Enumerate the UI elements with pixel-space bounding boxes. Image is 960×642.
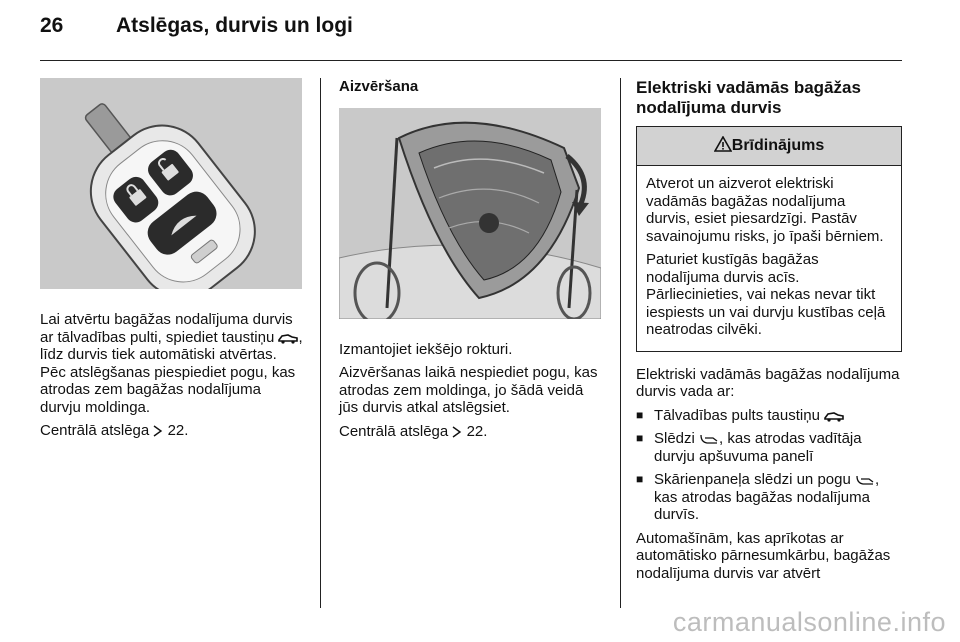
- control-intro: Elektriski vadāmās bagāžas nodalījuma durvis vada ar:: [636, 365, 900, 400]
- tailgate-figure: [339, 108, 601, 319]
- warning-box: [636, 126, 902, 352]
- use-inner-handle: Izmantojiet iekšējo rokturi.: [339, 340, 513, 358]
- car-trunk-icon: [278, 332, 298, 344]
- key-fob-figure: [40, 78, 302, 289]
- page-reference-arrow-icon: [452, 426, 462, 438]
- warning-body: [637, 166, 901, 351]
- automatic-gearbox-note: Automašīnām, kas aprīkotas ar automātisko pārnesumkārbu, bagāžas nodalījuma durvis var atvērt: [636, 529, 891, 582]
- warning-paragraph-1: Atverot un aizverot elektriski vadāmās bagāžas nodalījuma durvis, esiet piesardzīgi. Pastāv savainojumu risks, jo īpaši bērniem.: [646, 175, 884, 245]
- header-rule: [40, 60, 902, 61]
- control-list: [636, 407, 902, 524]
- page-title: Atslēgas, durvis un logi: [116, 14, 353, 37]
- trunk-switch-icon: [699, 433, 719, 445]
- column-3: [636, 78, 902, 588]
- column-divider-1: [320, 78, 321, 608]
- central-lock-reference-2[interactable]: Centrālā atslēga 22.: [339, 422, 488, 440]
- car-trunk-icon: [824, 410, 844, 422]
- list-item: ■ Tālvadības pults taustiņu: [636, 407, 902, 425]
- page-header: [40, 14, 353, 38]
- power-tailgate-heading: Elektriski vadāmās bagāžas nodalījuma durvis: [636, 78, 861, 117]
- column-2: [339, 78, 603, 446]
- closing-note: Aizvēršanas laikā nespiediet pogu, kas atrodas zem moldinga, jo šādā veidā jūs durvis atkal atslēgsiet.: [339, 364, 598, 416]
- page-reference-arrow-icon: [153, 425, 163, 437]
- list-item: ■ Slēdzi , kas atrodas vadītāja durvju apšuvuma panelī: [636, 430, 902, 465]
- warning-title: Brīdinājums: [731, 137, 825, 154]
- open-instructions: Lai atvērtu bagāžas nodalījuma durvis ar tālvadības pulti, spiediet taustiņu , līdz durvis tiek automātiski atvērtas. Pēc atslēgšanas piespiediet pogu, kas atrodas zem bagāžas nodalījuma durvju moldinga.: [40, 311, 303, 416]
- key-fob-illustration: [40, 78, 302, 289]
- closing-heading: Aizvēršana: [339, 78, 419, 95]
- warning-triangle-icon: [714, 136, 732, 152]
- column-1: [40, 78, 304, 446]
- column-divider-2: [620, 78, 621, 608]
- central-lock-reference[interactable]: Centrālā atslēga 22.: [40, 422, 189, 439]
- warning-paragraph-2: Paturiet kustīgās bagāžas nodalījuma durvis acīs. Pārliecinieties, vai nekas nevar tikt iespiests un vai durvju kustības ceļā neatrodas cilvēki.: [646, 251, 886, 338]
- tailgate-illustration: [339, 108, 601, 319]
- page-number: 26: [40, 14, 64, 37]
- trunk-switch-icon: [855, 474, 875, 486]
- watermark: carmanualsonline.info: [672, 607, 946, 637]
- list-item: ■ Skārienpaneļa slēdzi un pogu , kas atrodas bagāžas nodalījuma durvīs.: [636, 471, 902, 524]
- warning-header: [637, 127, 901, 166]
